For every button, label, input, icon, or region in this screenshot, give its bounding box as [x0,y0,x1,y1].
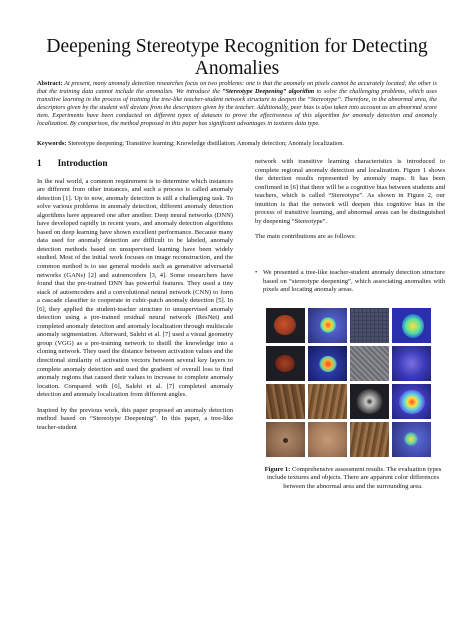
figure-image-tile [350,346,389,381]
figure-heatmap-tile [392,384,431,419]
section-number: 1 [37,158,42,168]
left-column [37,155,233,439]
right-column [255,158,445,249]
figure-image-tile [266,422,305,457]
abstract-text-1: At present, many anomaly detection researches focus on two problems: one is that the anomaly on pixels cannot be accurately located; the other is that the training data cannot include the anomalies. We introduce the [37,80,437,96]
contribution-item [255,269,445,295]
keywords-label: Keywords: [37,140,67,147]
section-title: Introduction [57,158,108,168]
bullet-icon: • [255,269,258,276]
abstract-text-2: to solve the challenging problems, which uses transitive learning in the process of training the tree-like teacher-student network structure to deepen the “Stereotype”. Therefore, in the abnormal area, the descriptors given by the student will deviate from the descriptors given by the teacher. Additionally, peer bias is also taken into account as an abnormal score item. Experiments have been conducted on different types of datasets to prove the effectiveness of this algorithm for anomaly detection and anomaly localization. By comparison, the method proposed in this paper has significant advantages in textures data type. [37,88,438,128]
section-heading-introduction [37,159,233,168]
figure-label: Figure 1: [264,466,291,473]
contribution-text: We presented a tree-like teacher-student anomaly detection structure based on “stereotype deepening”, which associating anomalies with pixels and locating anomaly areas. [263,269,445,294]
intro-paragraph-1: In the real world, a common requirement is to determine which instances are different from other instances, and such a process is called anomaly detection [1]. Up to now, anomaly detection is still a challenging task. To solve various problems in anomaly detection, different anomaly detection algorithms have appeared one after another. Deep neural networks (DNN) have developed rapidly in recent years, and anomaly detection algorithms based on deep learning have shown excellent performance. Because many data used for anomaly detection are difficult to be labeled, anomaly detection methods based on unsupervised learning have been widely studied. Most of the initial work focuses on image reconstruction, and the common method is to use general models such as generative adversarial networks (GANs) [2] and autoencoders [3, 4]. Some researchers have found that the pre-trained DNN has powerful features. They used a tiny stack of autoencoders and a convolutional neural network (CNN) to form a cascade classifier to cooperate in cubic-patch anomaly detection [5]. In [6], they applied the student-teacher structure to unsupervised anomaly detection using a pre-trained residual neural network (ResNet) and completed anomaly detection and anomaly localization through multiscale anomaly segmentation. Afterward, Salehi et al. [7] used a visual geometry group (VGG) as a pre-training network to distill the knowledge into a cloning network. They used the distance between activation values and the directional similarity of activation vectors between several key layers to complete anomaly detection and used the gradient of overall loss to find anomaly regions that caused their values to increase to complete anomaly location. Compared with [6], Salehi et al. [7] completed anomaly detection and anomaly localization from different angles. [37,177,233,399]
figure-caption-text: Comprehensive assessment results. The evaluation types include textures and objects. There are apparent color differences between the abnormal area and the surrounding area. [266,466,442,490]
figure-image-tile [350,422,389,457]
figure-1-caption [258,466,448,491]
figure-heatmap-tile [392,422,431,457]
contributions-intro: The main contributions are as follows: [255,233,356,241]
figure-heatmap-tile [392,308,431,343]
abstract-label: Abstract: [37,80,63,87]
figure-heatmap-tile [308,308,347,343]
keywords [37,140,437,148]
figure-image-tile [308,422,347,457]
figure-heatmap-tile [392,346,431,381]
figure-image-tile [308,384,347,419]
figure-image-tile [350,384,389,419]
figure-heatmap-tile [308,346,347,381]
paper-title: Deepening Stereotype Recognition for Detecting Anomalies [46,36,428,79]
figure-image-tile [266,384,305,419]
abstract-method-name: “Stereotype Deepening” algorithm [222,88,315,96]
intro-paragraph-3: network with transitive learning characteristics is introduced to complete regional anomaly detection and localization. Figure 1 shows the detection results represented by anomaly maps. It has been confirmed in [6] that there will be a cognitive bias between students and teachers, which is called “Stereotype”. As shown in Figure 2, our intuition is that the network will deepen this cognitive bias in the process of transitive learning, and abnormal areas can be distinguished by deepening “Stereotype”. [255,158,445,225]
abstract [37,80,437,129]
figure-1-image-grid [266,308,431,458]
figure-image-tile [266,346,305,381]
figure-image-tile [266,308,305,343]
intro-paragraph-2: Inspired by the previous work, this paper proposed an anomaly detection method based on “Stereotype Deepening”. In this paper, a tree-like teacher-student [37,406,233,431]
keywords-text: Stereotype deepening; Transitive learning; Knowledge distillation; Anomaly detection; Anomaly localization. [66,140,344,147]
figure-image-tile [350,308,389,343]
